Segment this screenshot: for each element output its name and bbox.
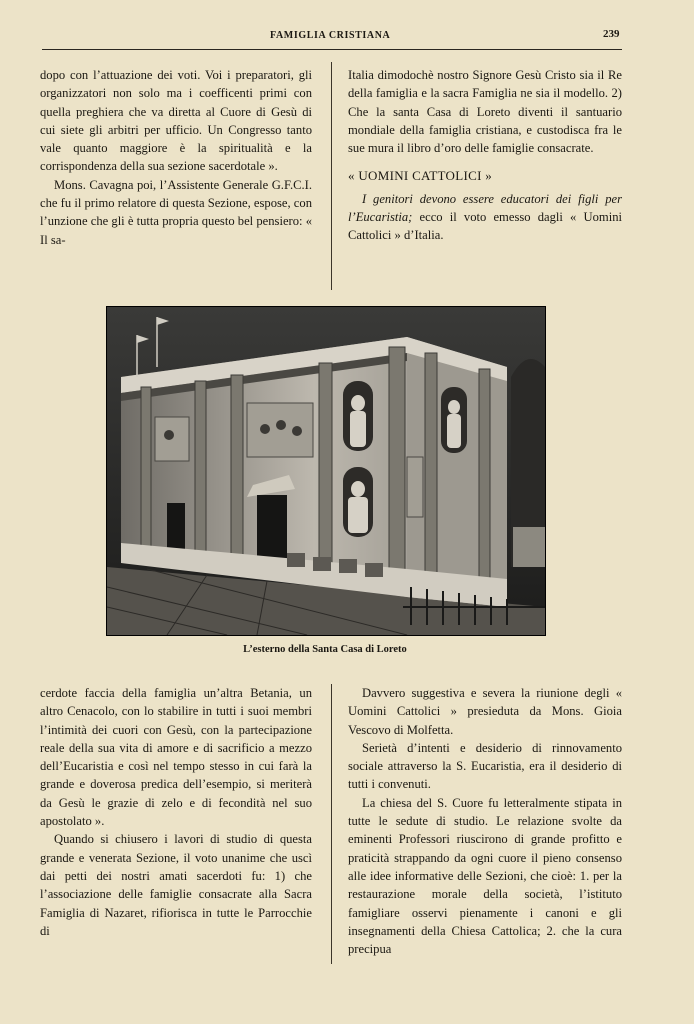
paragraph: Serietà d’intenti e desiderio di rinnovamento sociale attraverso la S. Eucaristia, era il desiderio di tutti i convenuti.	[348, 740, 622, 792]
column-bottom-right	[348, 684, 622, 958]
running-title: FAMIGLIA CRISTIANA	[270, 30, 391, 41]
section-heading: « UOMINI CATTOLICI »	[348, 168, 493, 184]
paragraph	[348, 190, 622, 245]
column-bottom-left	[40, 684, 312, 940]
column-divider	[331, 684, 332, 964]
paragraph-text: ecco il voto emesso dagli « Uomini Cattolici » d’Italia.	[348, 210, 622, 243]
column-top-left	[40, 66, 312, 249]
italic-lead: I genitori devono essere educatori dei figli per l’Eucaristia;	[348, 191, 622, 225]
paragraph: Quando si chiusero i lavori di studio di questa grande e venerata Sezione, il voto unanime che uscì dai petti dei nostri amati sacerdoti fu: 1) che l’associazione delle famiglie consacrate alla Sacra Famiglia di Nazaret, rifiorisca in tutte le Parrocchie di	[40, 832, 312, 938]
page-number: 239	[603, 28, 620, 40]
figure-caption: L’esterno della Santa Casa di Loreto	[243, 644, 407, 655]
paragraph: La chiesa del S. Cuore fu letteralmente stipata in tutte le sedute di studio. Le relazione svolte da eminenti Professori riuscirono di grande profitto e praticità strappando da ogni cuore il pieno consenso alle idee informative delle Sezioni, che cioè: 1. per la restaurazione morale della società, l’istituto famigliare osservi pienamente i canoni e gli insegnamenti della Chiesa Cattolica; 2. che la cura precipua	[348, 795, 622, 957]
paragraph: Italia dimodochè nostro Signore Gesù Cristo sia il Re della famiglia e la sacra Famiglia ne sia il modello. 2) Che la santa Casa di Loreto diventi il santuario mondiale della famiglia cristiana, e custodisca fra le sue mura il libro d’oro delle famiglie consacrate.	[348, 68, 622, 156]
header-rule	[42, 49, 622, 50]
paragraph: Davvero suggestiva e severa la riunione degli « Uomini Cattolici » presieduta da Mons. Gioia Vescovo di Molfetta.	[348, 686, 622, 737]
column-top-right	[348, 66, 622, 245]
paragraph: cerdote faccia della famiglia un’altra Betania, un altro Cenacolo, con lo stabilire in tutti i suoi membri l’intimità dei cuori con Gesù, con la partecipazione reale della sua vita di amore e di sacrificio a mezzo dell’Eucaristia e così nel tempo stesso in cui farà la grande e doverosa predica dell’esempio, si meriterà da Gesù le grazie di zelo e di fecondità nel suo apostolato ».	[40, 686, 312, 829]
paragraph: dopo con l’attuazione dei voti. Voi i preparatori, gli organizzatori non solo ma i coefficenti primi con quella preghiera che va diretta al Cuore di Gesù di cui siete gli arbitri per ufficio. Un Congresso tanto vale quanto maggiore è la spiritualità e la corrispondenza della sua sezione sacerdotale ».	[40, 68, 312, 174]
paragraph: Mons. Cavagna poi, l’Assistente Generale G.F.C.I. che fu il primo relatore di questa Sezione, espose, con l’unzione che gli è tutta propria questo bel pensiero: « Il sa-	[40, 177, 312, 247]
santa-casa-photo	[106, 306, 546, 636]
column-divider	[331, 62, 332, 290]
